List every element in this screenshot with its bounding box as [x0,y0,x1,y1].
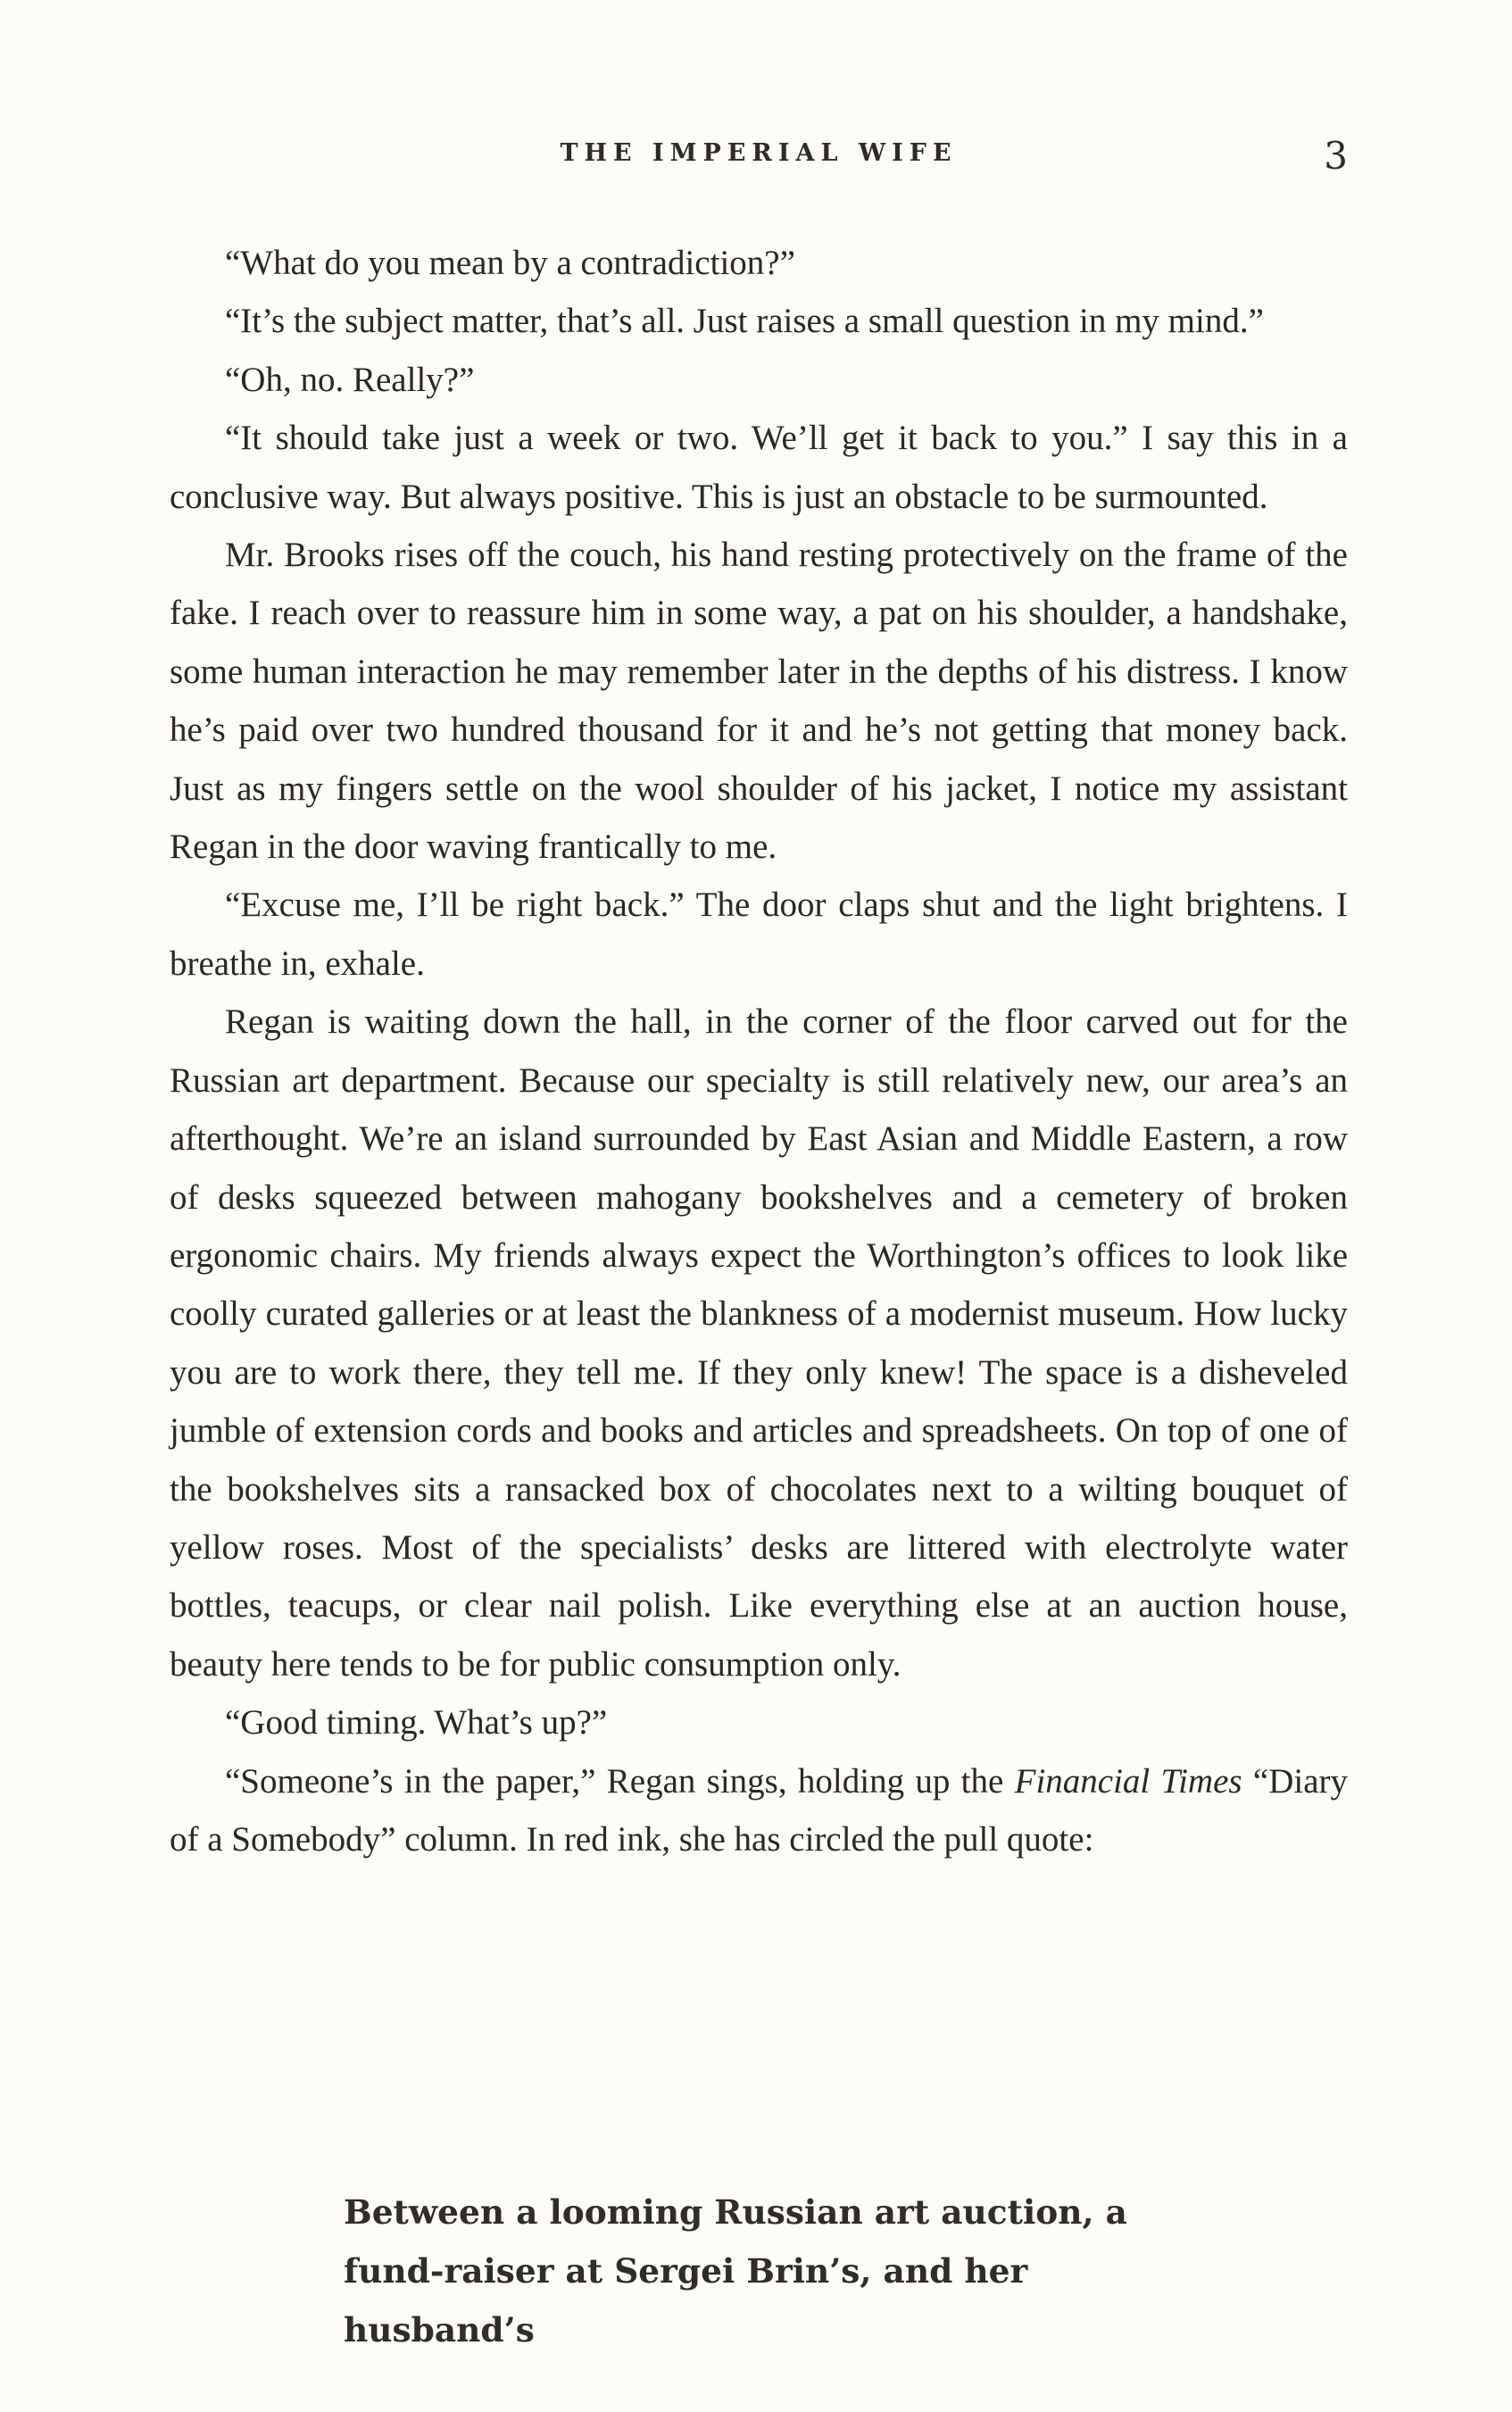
pull-quote-line-1: Between a looming Russian art auction, a [344,2192,1127,2232]
body-text [170,234,1348,1868]
paragraph-5: Mr. Brooks rises off the couch, his hand resting protectively on the frame of the fake. I reach over to reassure him in some way, a pat on his shoulder, a handshake, some human interaction he may remember later in the depths of his distress. I know he’s paid over two hundred thousand for it and he’s not getting that money back. Just as my fingers settle on the wool shoulder of his jacket, I notice my assistant Regan in the door waving frantically to me. [170,536,1348,867]
pull-quote-line-2: fund-raiser at Sergei Brin’s, and her husband’s [344,2251,1028,2350]
paragraph-9 [170,1752,1348,1869]
page-number: 3 [1324,134,1348,178]
running-title: THE IMPERIAL WIFE [560,139,958,167]
paragraph-7: Regan is waiting down the hall, in the corner of the floor carved out for the Russian art department. Because our specialty is still relatively new, our area’s an afterthought. We’re an island surrounded by East Asian and Middle Eastern, a row of desks squeezed between mahogany bookshelves and a cemetery of broken ergonomic chairs. My friends always expect the Worthington’s offices to look like coolly curated galleries or at least the blankness of a modernist museum. How lucky you are to work there, they tell me. If they only knew! The space is a disheveled jumble of extension cords and books and articles and spreadsheets. On top of one of the bookshelves sits a ransacked box of chocolates next to a wilting bouquet of yellow roses. Most of the specialists’ desks are littered with electrolyte water bottles, teacups, or clear nail polish. Like everything else at an auction house, beauty here tends to be for public consumption only. [170,1002,1348,1684]
paragraph-9-start: “Someone’s in the paper,” Regan sings, holding up the [225,1761,1015,1801]
paragraph-2: “It’s the subject matter, that’s all. Just raises a small question in my mind.” [225,302,1264,341]
newspaper-title: Financial Times [1014,1761,1242,1801]
pull-quote [344,2183,1192,2359]
paragraph-4: “It should take just a week or two. We’ll get it back to you.” I say this in a conclusive way. But always positive. This is just an obstacle to be surmounted. [170,419,1348,516]
paragraph-8: “Good timing. What’s up?” [225,1703,608,1742]
running-head [170,134,1348,184]
paragraph-9-end: “Diary of a Somebody” column. In red ink, she has circled the pull quote: [170,1761,1348,1859]
paragraph-6: “Excuse me, I’ll be right back.” The door claps shut and the light brightens. I breathe in, exhale. [170,886,1348,983]
paragraph-3: “Oh, no. Really?” [225,360,475,399]
paragraph-1: “What do you mean by a contradiction?” [225,244,795,282]
